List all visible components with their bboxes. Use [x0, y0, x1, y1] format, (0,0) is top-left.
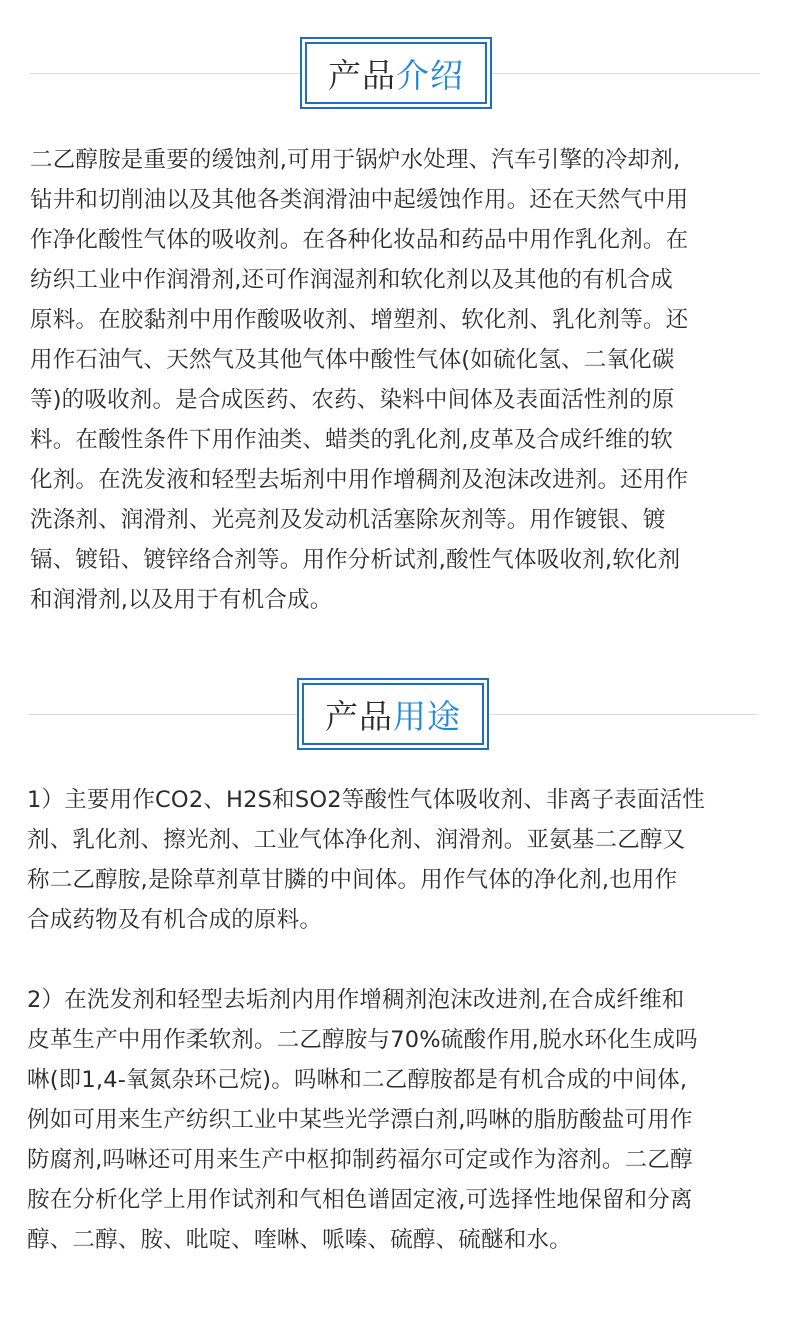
intro-line: 镉、镀铅、镀锌络合剂等。用作分析试剂,酸性气体吸收剂,软化剂 — [30, 547, 681, 573]
usage-line: 合成药物及有机合成的原料。 — [27, 907, 323, 933]
intro-line: 二乙醇胺是重要的缓蚀剂,可用于锅炉水处理、汽车引擎的冷却剂, — [30, 147, 681, 173]
intro-title-box — [300, 37, 492, 109]
intro-line: 化剂。在洗发液和轻型去垢剂中用作增稠剂及泡沫改进剂。还用作 — [30, 467, 689, 493]
usage-paragraph-1 — [27, 780, 705, 940]
intro-header — [0, 37, 790, 109]
intro-title-accent: 介绍 — [396, 55, 464, 95]
intro-line: 洗涤剂、润滑剂、光亮剂及发动机活塞除灰剂等。用作镀银、镀 — [30, 507, 666, 533]
intro-title — [305, 42, 487, 104]
usage-title-dark: 产品 — [325, 696, 393, 736]
usage-line: 例如可用来生产纺织工业中某些光学漂白剂,吗啉的脂肪酸盐可用作 — [27, 1107, 693, 1133]
usage-header-rule-left — [28, 714, 297, 715]
intro-title-dark: 产品 — [328, 55, 396, 95]
usage-title-box — [297, 678, 489, 750]
usage-line: 醇、二醇、胺、吡啶、喹啉、哌嗪、硫醇、硫醚和水。 — [27, 1227, 572, 1253]
intro-header-rule-right — [492, 73, 760, 74]
usage-line: 剂、乳化剂、擦光剂、工业气体净化剂、润滑剂。亚氨基二乙醇又 — [27, 827, 686, 853]
usage-header — [0, 678, 790, 750]
usage-title — [302, 683, 484, 745]
usage-line: 称二乙醇胺,是除草剂草甘膦的中间体。用作气体的净化剂,也用作 — [27, 867, 678, 893]
intro-line: 钻井和切削油以及其他各类润滑油中起缓蚀作用。还在天然气中用 — [30, 187, 689, 213]
intro-paragraph — [30, 140, 688, 620]
intro-line: 作净化酸性气体的吸收剂。在各种化妆品和药品中用作乳化剂。在 — [30, 227, 689, 253]
intro-header-rule-left — [30, 73, 300, 74]
usage-line: 防腐剂,吗啉还可用来生产中枢抑制药福尔可定或作为溶剂。二乙醇 — [27, 1147, 693, 1173]
usage-paragraph-2 — [27, 980, 698, 1260]
intro-line: 纺织工业中作润滑剂,还可作润湿剂和软化剂以及其他的有机合成 — [30, 267, 673, 293]
usage-line: 2）在洗发剂和轻型去垢剂内用作增稠剂泡沫改进剂,在合成纤维和 — [27, 987, 685, 1013]
usage-line: 胺在分析化学上用作试剂和气相色谱固定液,可选择性地保留和分离 — [27, 1187, 693, 1213]
intro-line: 原料。在胶黏剂中用作酸吸收剂、增塑剂、软化剂、乳化剂等。还 — [30, 307, 689, 333]
intro-line: 和润滑剂,以及用于有机合成。 — [30, 587, 333, 613]
usage-line: 1）主要用作CO2、H2S和SO2等酸性气体吸收剂、非离子表面活性 — [27, 787, 705, 813]
usage-line: 啉(即1,4-氧氮杂环己烷)。吗啉和二乙醇胺都是有机合成的中间体, — [27, 1067, 688, 1093]
intro-line: 等)的吸收剂。是合成医药、农药、染料中间体及表面活性剂的原 — [30, 387, 675, 413]
intro-line: 料。在酸性条件下用作油类、蜡类的乳化剂,皮革及合成纤维的软 — [30, 427, 673, 453]
usage-header-rule-right — [489, 714, 758, 715]
usage-line: 皮革生产中用作柔软剂。二乙醇胺与70%硫酸作用,脱水环化生成吗 — [27, 1027, 698, 1053]
usage-title-accent: 用途 — [393, 696, 461, 736]
intro-line: 用作石油气、天然气及其他气体中酸性气体(如硫化氢、二氧化碳 — [30, 347, 675, 373]
